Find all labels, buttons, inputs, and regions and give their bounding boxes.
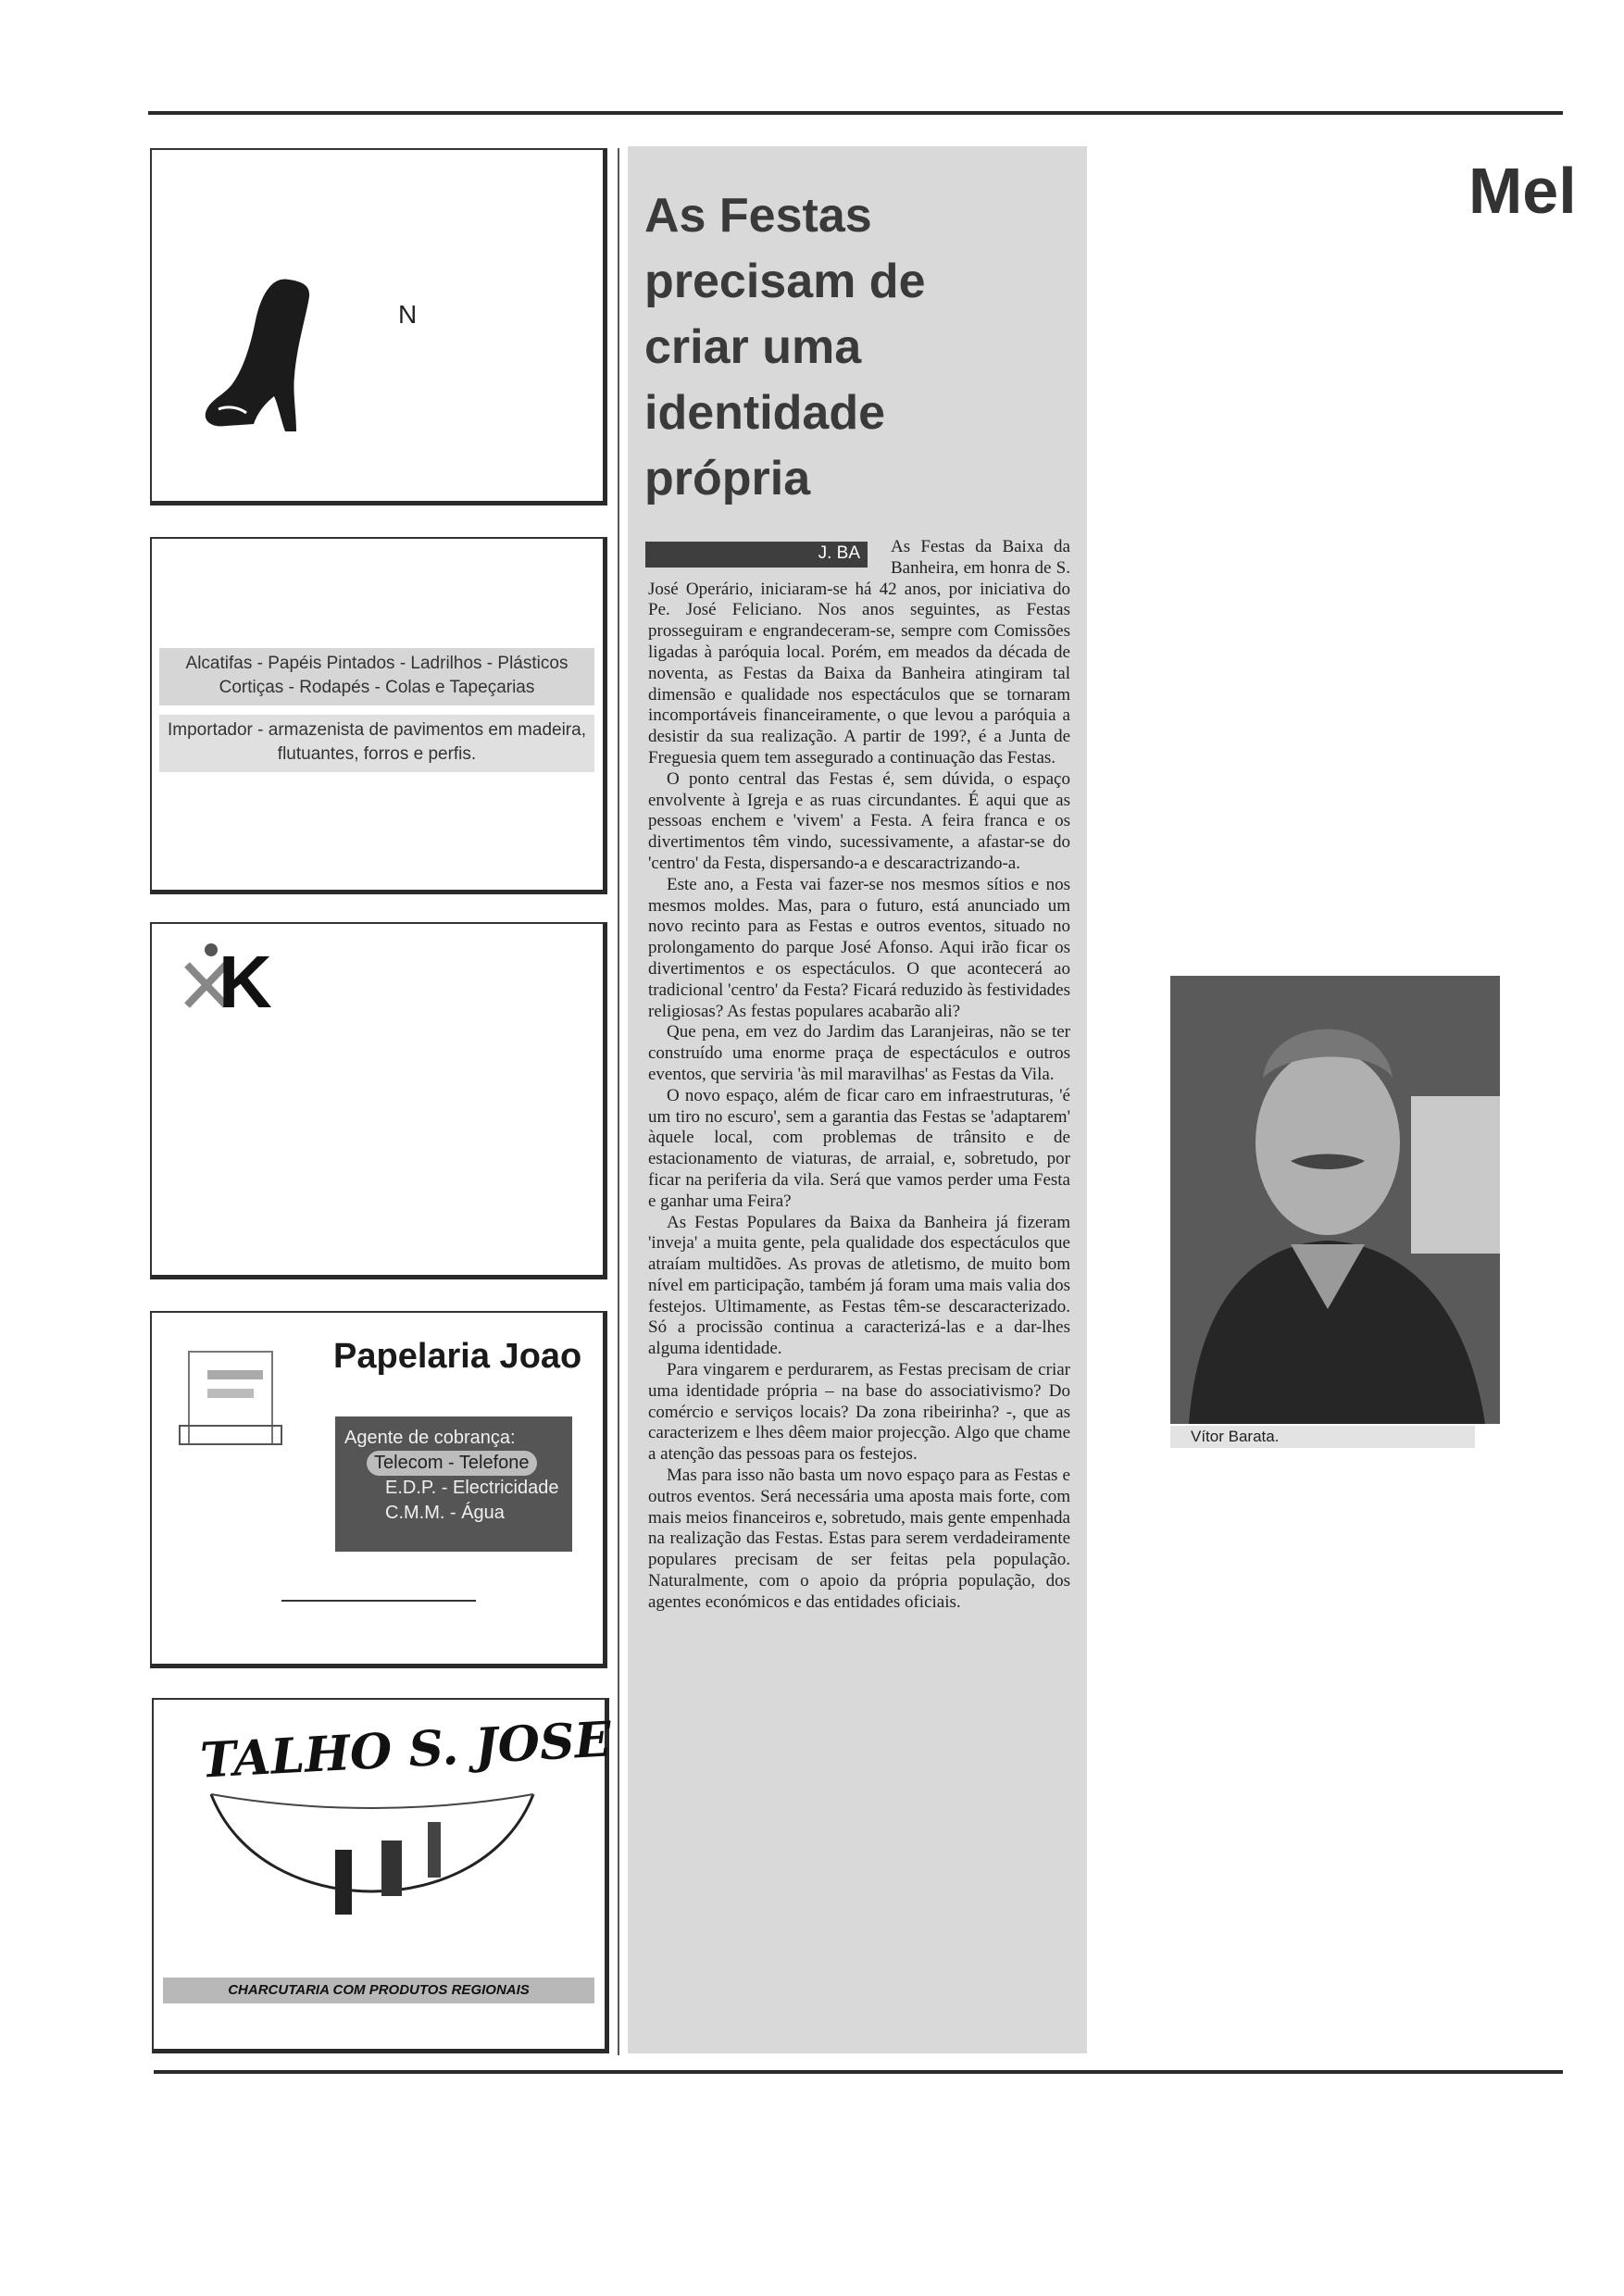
talho-ad (152, 1698, 613, 2053)
flooring-products-line1: Alcatifas - Papéis Pintados - Ladrilhos - Plásticos (185, 654, 568, 673)
papelaria-service-telecom: Telecom - Telefone (367, 1451, 537, 1476)
pencil-box-icon (170, 1333, 291, 1463)
article-paragraph-3: Este ano, a Festa vai fazer-se nos mesmos sítios e nos mesmos moldes. Mas, para o futuro, está anunciado um novo recinto para as Festas e outros eventos, situado no prolongamento do parque José Afonso. Aqui irão ficar os divertimentos e os espectáculos. O que acontecerá ao tradicional 'centro' da Festa? Ficará reduzido às festividades religiosas? As festas populares acabarão ali? (648, 874, 1070, 1021)
flooring-products-line2: Cortiças - Rodapés - Colas e Tapeçarias (219, 678, 535, 697)
shoe-shop-initial: N (398, 300, 418, 329)
article-body (648, 537, 1070, 1614)
talho-tagline-text: CHARCUTARIA COM PRODUTOS REGIONAIS (228, 1982, 530, 1998)
article-paragraph-1: As Festas da Baixa da Banheira, em honra de S. José Operário, iniciaram-se há 42 anos, por iniciativa do Pe. José Feliciano. Nos anos seguintes, as Festas prosseguiram e engrandeceram-se, sempre com Comissões ligadas à paróquia local. Porém, em meados da década de noventa, as Festas da Baixa da Banheira atingiram tal dimensão e qualidade nos espectáculos que se tornaram incomportáveis financeiramente, o que levou a paróquia a desistir da sua realização. A partir de 199?, é a Junta de Freguesia quem tem assegurado a continuação das Festas. (648, 537, 1070, 767)
photo-caption: Vítor Barata. (1170, 1426, 1475, 1448)
article-paragraph-6: As Festas Populares da Baixa da Banheira já fizeram 'inveja' a muita gente, pela qualidade dos espectáculos que atraíam multidões. As provas de atletismo, de muito bom nível em participação, também já foram uma mais valia dos festejos. Ultimamente, as Festas têm-se descaracterizado. Só a procissão continua a caracterizá-las e a dar-lhes alguma identidade. (648, 1212, 1070, 1359)
kiks-ad (150, 922, 607, 1279)
papelaria-rule (281, 1600, 476, 1602)
papelaria-name: Papelaria Joao (333, 1337, 582, 1376)
article-paragraph-4: Que pena, em vez do Jardim das Laranjeiras, não se ter construído uma enorme praça de espectáculos e outros eventos, que serviria 'às mil maravilhas' as Festas da Vila. (648, 1022, 1070, 1084)
papelaria-agent-label: Agente de cobrança: (344, 1428, 516, 1448)
headline-line3: criar uma (644, 320, 862, 374)
flooring-importer-band (159, 715, 594, 772)
papelaria-service-edp: E.D.P. - Electricidade (385, 1478, 559, 1498)
butcher-shop-emblem-icon (206, 1785, 539, 1924)
kiks-logo-letter: K (219, 941, 272, 1023)
article-paragraph-2: O ponto central das Festas é, sem dúvida, o espaço envolvente à Igreja e as ruas circundantes. É aqui que as pessoas enchem e 'vivem' a Festa. A feira franca e os divertimentos têm vindo, sucessivamente, a afastar-se do 'centro' da Festa, dispersando-a e descaractrizando-a. (648, 768, 1070, 873)
papelaria-service-cmm: C.M.M. - Água (385, 1503, 505, 1523)
flooring-ad (150, 537, 607, 894)
top-rule (148, 111, 1563, 115)
shoe-shop-ad (150, 148, 607, 505)
talho-name: TALHO S. JOSE (198, 1711, 613, 1790)
headline-line4: identidade (644, 386, 886, 440)
corner-title: Mel (1468, 155, 1577, 227)
article-paragraph-8: Mas para isso não basta um novo espaço para as Festas e outros eventos. Será necessária uma aposta mais forte, com mais meios financeiros e, sobretudo, mais gente empenhada na realização das Festas. Estas para serem verdadeiramente populares precisam de ser feitas pela população. Naturalmente, com o apoio da própria população, dos agentes económicos e das entidades oficiais. (648, 1466, 1070, 1612)
high-heel-shoe-icon (200, 274, 315, 437)
man-portrait-icon (1170, 976, 1500, 1424)
article-headline (644, 183, 1052, 512)
column-divider (618, 148, 619, 2055)
flooring-importer-line1: Importador - armazenista de pavimentos em madeira, (168, 720, 586, 740)
headline-line2: precisam de (644, 255, 926, 308)
papelaria-services-box (335, 1416, 572, 1552)
article-paragraph-7: Para vingarem e perdurarem, as Festas precisam de criar uma identidade própria – na base do associativismo? Do comércio e serviços locais? Da zona ribeirinha? -, que as caracterizem e lhes dêem maior projecção. Algo que chame a atenção das pessoas para os festejos. (648, 1360, 1070, 1465)
article-paragraph-5: O novo espaço, além de ficar caro em infraestruturas, 'é um tiro no escuro', sem a garantia das Festas se 'adaptarem' àquele local, com problemas de trânsito e de estacionamento de viaturas, de arraial, e, sobretudo, por ficar na periferia da vila. Será que vamos perder uma Festa e ganhar uma Feira? (648, 1085, 1070, 1211)
flooring-importer-line2: flutuantes, forros e perfis. (277, 744, 477, 764)
headline-line5: própria (644, 452, 811, 505)
flooring-products-band (159, 648, 594, 705)
talho-tagline (163, 1978, 594, 2003)
bottom-rule (154, 2070, 1563, 2074)
headline-line1: As Festas (644, 189, 872, 243)
papelaria-ad (150, 1311, 607, 1668)
portrait-photo (1170, 976, 1500, 1424)
article-byline: J. BA (818, 543, 860, 563)
